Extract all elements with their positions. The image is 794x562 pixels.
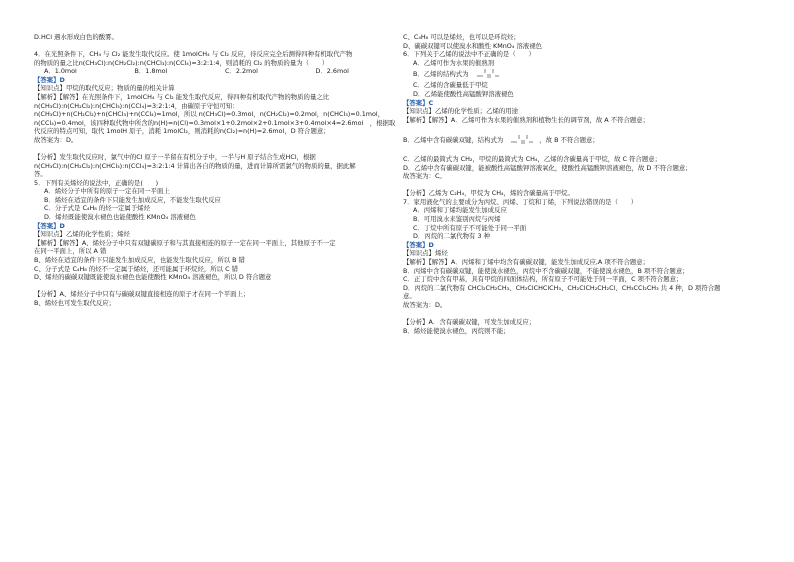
text-line xyxy=(403,284,775,293)
text-line xyxy=(403,258,775,267)
text-line xyxy=(403,249,775,258)
line-text: 【分析】A、烯烃分子中只有与碳碳双键直接相连的原子才在同一个平面上； xyxy=(34,290,250,299)
text-line xyxy=(403,164,775,173)
line-text: C、分子式是 C₄H₈ 的烃不一定属于烯烃，还可能属于环烷烃，所以 C 错 xyxy=(34,264,238,273)
text-line xyxy=(34,187,406,196)
left-column xyxy=(34,33,406,307)
text-line xyxy=(403,189,775,198)
line-text: D．烯烃既能使溴水褪色也能使酸性 KMnO₄ 溶液褪色 xyxy=(44,213,196,222)
line-text: 6．下列关于乙烯的说法中不正确的是（ ） xyxy=(403,50,535,59)
text-line xyxy=(403,215,775,224)
line-text: D．乙烯能使酸性高锰酸钾溶液褪色 xyxy=(413,89,514,98)
text-line xyxy=(34,110,406,119)
spacer xyxy=(403,181,775,189)
line-text: D、烯烃的碳碳双键既能使溴水褪色也能使酸性 KMnO₄ 溶液褪色，所以 D 符合题意 xyxy=(34,273,272,282)
line-text: C．乙烯的含碳量低于甲烷 xyxy=(413,81,488,90)
text-line xyxy=(34,84,406,93)
spacer xyxy=(403,147,775,155)
text-line xyxy=(403,116,775,125)
line-text: B、烯烃也可发生取代反应； xyxy=(34,298,116,307)
line-text: B、烯烃在适宜的条件下只能发生加成反应，也能发生取代反应，所以 B 错 xyxy=(34,256,245,265)
line-text: 【解析】【解答】A．丙烯和丁烯中均含有碳碳双键，能发生加成反应,A 项不符合题意； xyxy=(403,258,650,267)
line-text: 【解析】【解答】在光照条件下，1molCH₄ 与 Cl₂ 能发生取代反应，得四种有机取代产物的物质的量之比 xyxy=(34,92,330,101)
text-line xyxy=(34,93,406,102)
line-text: A．烯烃分子中所有的原子一定在同一平面上 xyxy=(44,187,170,196)
line-text: 【答案】D xyxy=(34,221,65,230)
spacer xyxy=(403,310,775,318)
line-text: 【知识点】乙烯的化学性质；烯烃 xyxy=(34,230,130,239)
line-text: 5．下列有关烯烃的说法中，正确的是( ) xyxy=(34,178,159,187)
line-text: 在同一平面上，所以 A 错 xyxy=(34,247,107,256)
line-text: 【解析】【解答】A．乙烯可作为水果的催熟剂和植物生长的调节剂，故 A 不符合题意； xyxy=(403,115,650,124)
line-text: 【分析】发生取代反应时，氯气中的Cl 原子一半留在有机分子中，一半与H 原子结合生成HCl，根据 xyxy=(34,152,316,161)
text-line xyxy=(403,59,775,68)
option-item: C．2.2mol xyxy=(225,67,258,76)
line-text: 7．家用液化气的主要成分为丙烷、丙烯、丁烷和丁烯，下列说法错误的是（ ） xyxy=(403,197,638,206)
ethylene-structure-icon xyxy=(471,67,503,81)
text-line xyxy=(34,59,406,68)
line-text: 代反应的特点可知，取代 1molH 原子，消耗 1molCl₂，则消耗的n(Cl₂)=n(H)=2.6mol，D 符合题意； xyxy=(34,127,330,136)
text-line xyxy=(403,50,775,59)
line-text: n(CH₃Cl):n(CH₂Cl₂):n(CHCl₃):n(CCl₄)=3:2:1:4 计算出各自的物质的量，进而计算所需氯气的物质的量，据此解 xyxy=(34,161,356,170)
answer-line xyxy=(34,222,406,231)
line-text: n(CCl₄)=0.4mol，该四种取代物中所含的n(H)=n(Cl)=0.3mol×1+0.2mol×2+0.1mol×3+0.4mol×4=2.6mol ，根据取 xyxy=(34,118,396,127)
text-line xyxy=(34,179,406,188)
line-text: C．正丁烷中含有甲基，具有甲烷的四面体结构，所有原子不可能处于同一平面，C 项不符合题意； xyxy=(403,275,683,284)
text-line xyxy=(34,299,406,308)
line-text: 【分析】A．含有碳碳双键，可发生加成反应； xyxy=(403,318,536,326)
text-line xyxy=(34,247,406,256)
line-text: C．分子式是 C₄H₈ 的烃一定属于烯烃 xyxy=(44,204,150,213)
text-line xyxy=(403,67,775,81)
text-line xyxy=(34,136,406,145)
answer-line xyxy=(34,76,406,85)
line-text: D、碳碳双键可以使溴水和酸性 KMnO₄ 溶液褪色 xyxy=(403,41,542,50)
line-text: 【答案】D xyxy=(403,240,434,249)
line-text: 4．在光照条件下，CH₄ 与 Cl₂ 能发生取代反应。使 1molCH₄ 与 Cl₂ 反应，待反应完全后测得四种有机取代产物 xyxy=(34,49,353,58)
answer-line xyxy=(403,99,775,108)
option-item: A．1.0mol xyxy=(44,67,77,76)
options-row xyxy=(34,67,406,76)
text-line xyxy=(34,239,406,248)
spacer xyxy=(34,42,406,50)
line-text: 【解析】【解答】A、烯烃分子中只有双键碳原子和与其直接相连的原子一定在同一平面上，其他原子不一定 xyxy=(34,238,336,247)
line-text: n(CH₃Cl):n(CH₂Cl₂):n(CHCl₃):n(CCl₄)=3:2:1:4，由碳原子守恒可知： xyxy=(34,101,239,110)
text-line xyxy=(34,162,406,171)
line-text: 【知识点】乙烯的化学性质；乙烯的用途 xyxy=(403,107,519,116)
text-line xyxy=(403,42,775,51)
line-text: 意。 xyxy=(403,292,416,301)
text-line xyxy=(403,172,775,181)
line-text: 故答案为：D。 xyxy=(34,135,78,144)
text-line xyxy=(403,232,775,241)
line-text: D．丙烷的二氯代物有 3 种 xyxy=(413,232,490,241)
option-item: D．2.6mol xyxy=(315,67,349,76)
spacer xyxy=(34,282,406,290)
line-text: B．烯烃在适宜的条件下只能发生加成反应，不能发生取代反应 xyxy=(44,195,221,204)
text-line xyxy=(403,33,775,42)
line-text: B．烯烃能使溴水褪色，丙烷则不能； xyxy=(403,326,510,335)
text-line xyxy=(403,107,775,116)
line-text: 【知识点】烯烃 xyxy=(403,249,448,258)
text-line xyxy=(34,213,406,222)
text-line xyxy=(403,81,775,90)
line-text: C．丁烷中所有原子不可能处于同一平面 xyxy=(413,223,527,232)
text-line xyxy=(403,267,775,276)
right-column xyxy=(403,33,775,335)
text-line xyxy=(403,275,775,284)
text-line xyxy=(34,265,406,274)
line-text: A．丙烯和丁烯均能发生加成反应 xyxy=(413,206,507,215)
text-line xyxy=(403,206,775,215)
text-line xyxy=(34,230,406,239)
text-line xyxy=(34,33,406,42)
spacer xyxy=(34,145,406,153)
text-line xyxy=(403,292,775,301)
text-line xyxy=(403,327,775,336)
text-line xyxy=(34,153,406,162)
text-line xyxy=(403,133,775,147)
text-line xyxy=(34,102,406,111)
line-text: 故答案为：C。 xyxy=(403,172,446,181)
text-line xyxy=(403,155,775,164)
line-text: 的物质的量之比n(CH₃Cl):n(CH₂Cl₂):n(CHCl₃):n(CCl₄)=3:2:1:4，则消耗的 Cl₂ 的物质的量为（ ） xyxy=(34,58,329,67)
text-line xyxy=(403,318,775,327)
text-line xyxy=(34,127,406,136)
line-text: D．乙烯中含有碳碳双键，能被酸性高锰酸钾溶液氧化，使酸性高锰酸钾溶液褪色，故 D 不符合题意； xyxy=(403,163,692,172)
text-line xyxy=(34,170,406,179)
text-line xyxy=(34,119,406,128)
option-item: B．1.8mol xyxy=(134,67,168,76)
text-line xyxy=(403,90,775,99)
text-line xyxy=(34,290,406,299)
text-line xyxy=(34,256,406,265)
line-text: D.HCl 遇水形成白色的酸雾。 xyxy=(34,33,118,41)
line-text: 故答案为：D。 xyxy=(403,301,447,310)
line-text: B．乙烯中含有碳碳双键，结构式为 xyxy=(403,135,504,144)
text-line xyxy=(34,204,406,213)
line-text: 【答案】C xyxy=(403,98,434,107)
text-line xyxy=(403,224,775,233)
text-line xyxy=(34,50,406,59)
line-text: D．丙烷的二氯代物有 CHCl₂CH₂CH₃、CH₂ClCHClCH₃、CH₂ClCH₂CH₂Cl、CH₃CCl₂CH₃ 共 4 种，D 项符合题 xyxy=(403,283,721,292)
line-text: B．可用溴水来鉴别丙烷与丙烯 xyxy=(413,215,501,224)
text-line xyxy=(403,198,775,207)
line-text: 【知识点】甲烷的取代反应；物质的量的相关计算 xyxy=(34,84,175,93)
line-text: B．乙烯的结构式为 xyxy=(413,70,469,79)
line-text: 【分析】乙烯为 C₂H₄，甲烷为 CH₄，烯的含碳量高于甲烷。 xyxy=(403,189,574,198)
line-text: C．乙烯的最简式为 CH₂，甲烷的最简式为 CH₄，乙烯的含碳量高于甲烷，故 C 符合题意； xyxy=(403,155,661,164)
line-text: 【答案】D xyxy=(34,75,65,84)
line-text: B．丙烯中含有碳碳双键，能使溴水褪色，丙烷中不含碳碳双键，不能使溴水褪色，B 项不符合题意； xyxy=(403,266,689,275)
line-text: C、C₄H₈ 可以是烯烃，也可以是环烷烃； xyxy=(403,33,520,41)
line-text: 答。 xyxy=(34,170,47,179)
spacer xyxy=(403,124,775,132)
text-line xyxy=(34,273,406,282)
text-line xyxy=(403,301,775,310)
line-text-tail: ，故 B 不符合题意； xyxy=(539,135,599,144)
text-line xyxy=(34,196,406,205)
line-text: n(CH₃Cl)+n(CH₂Cl₂)+n(CHCl₃)+n(CCl₄)=1mol，所以 n(CH₃Cl)=0.3mol，n(CH₂Cl₂)=0.2mol，n(CHCl₃)=0.1mol， xyxy=(34,110,385,119)
ethylene-structure-icon xyxy=(505,133,537,147)
answer-line xyxy=(403,241,775,250)
line-text: A．乙烯可作为水果的催熟剂 xyxy=(413,58,495,67)
